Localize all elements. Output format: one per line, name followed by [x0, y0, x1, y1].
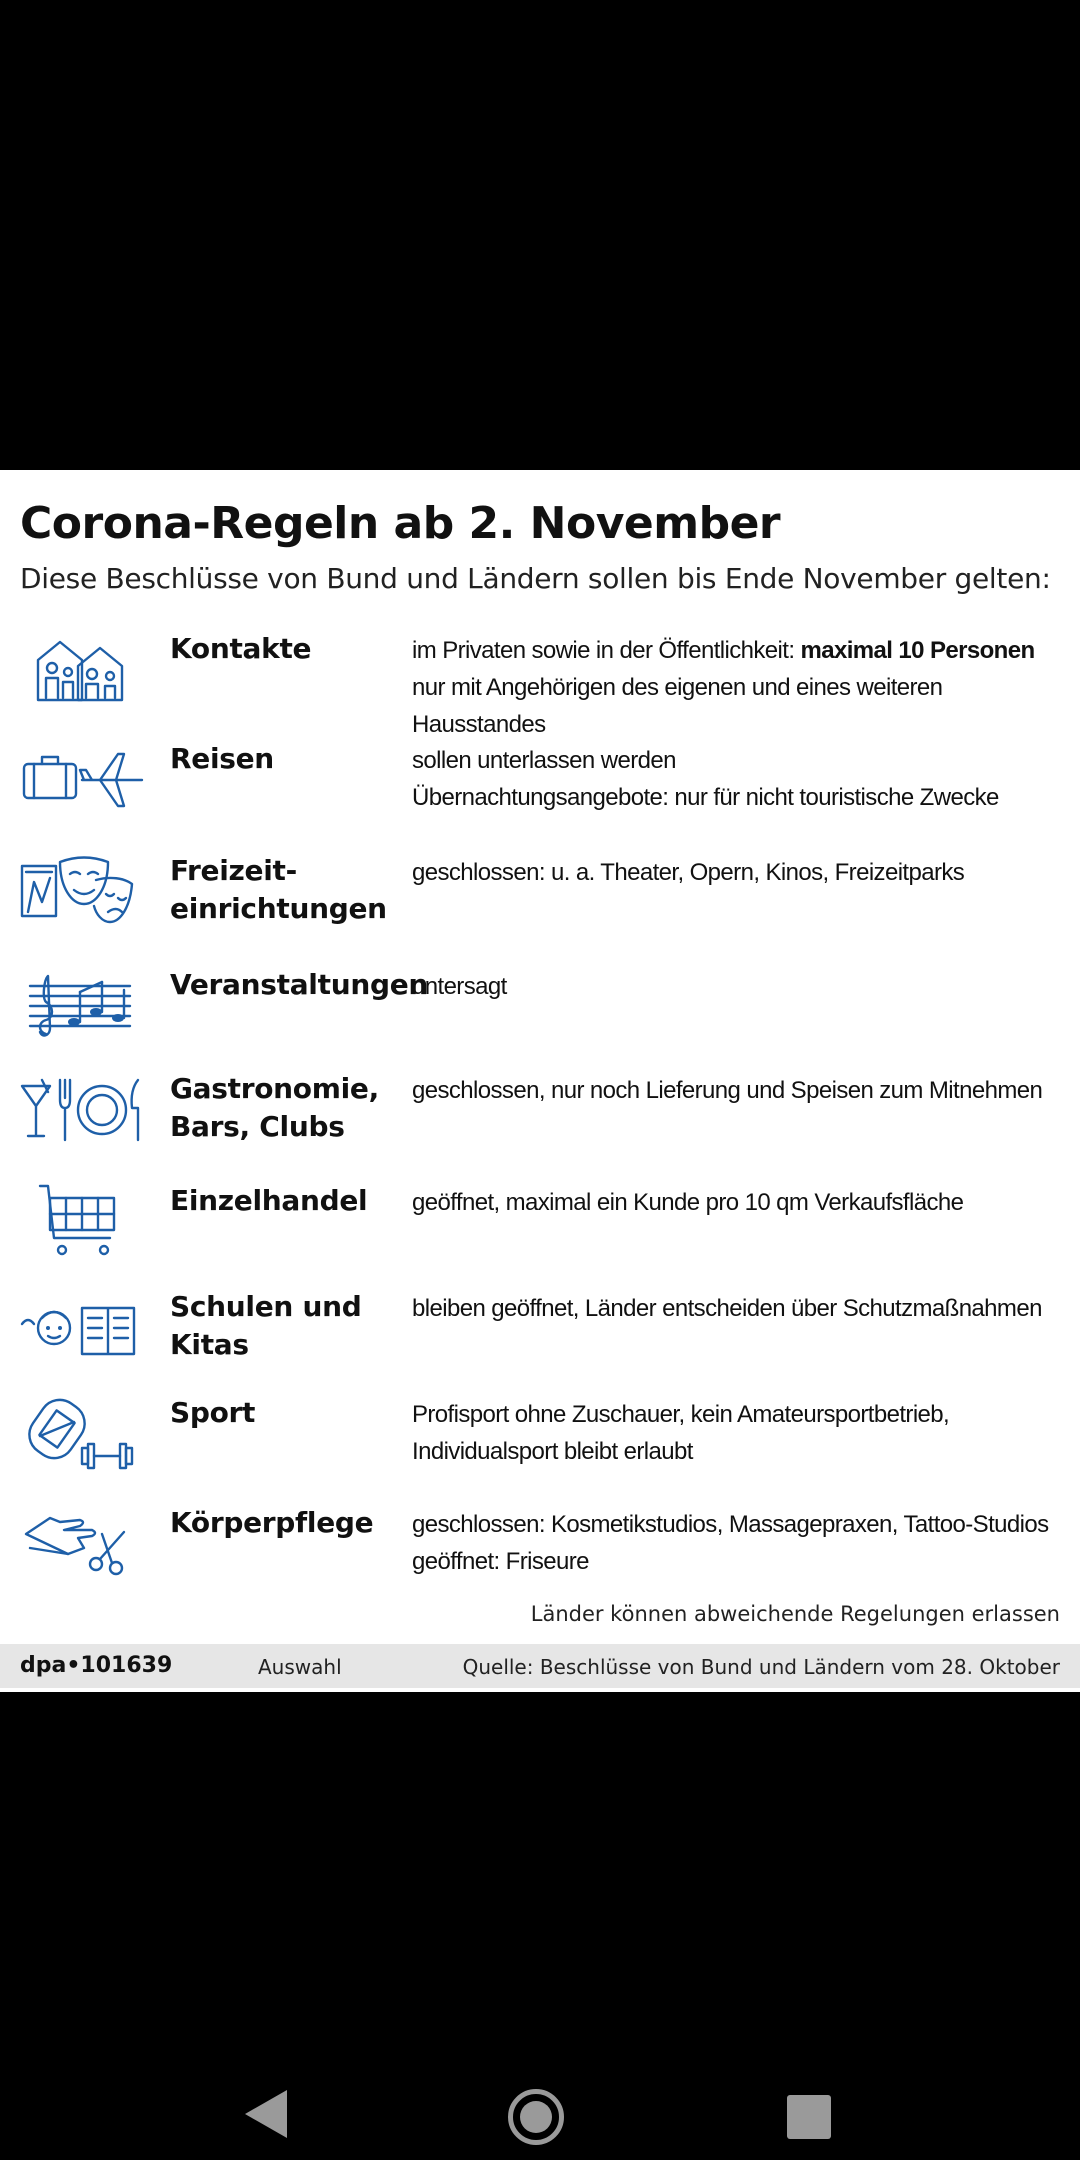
dpa-code: dpa•101639: [20, 1653, 173, 1678]
family-house-icon: [20, 630, 150, 710]
rule-description: geschlossen: u. a. Theater, Opern, Kinos, Freizeitparks: [412, 859, 965, 886]
cocktail-plate-icon: [20, 1070, 150, 1150]
rule-description: im Privaten sowie in der Öffentlichkeit: maximal 10 Personen nur mit Angehörigen des eigenen und eines weiteren Hausstandes: [412, 637, 1035, 738]
music-notes-icon: [20, 966, 150, 1046]
rule-description: bleiben geöffnet, Länder entscheiden über Schutzmaßnahmen: [412, 1295, 1042, 1322]
rule-category: Gastronomie, Bars, Clubs: [170, 1072, 379, 1143]
rule-description: geschlossen, nur noch Lieferung und Speisen zum Mitnehmen: [412, 1077, 1043, 1104]
system-navigation-bar: [0, 2010, 1080, 2160]
sport-field-dumbbell-icon: [20, 1394, 150, 1474]
rule-category: Freizeit- einrichtungen: [170, 854, 387, 925]
recents-icon[interactable]: [787, 2095, 831, 2139]
source-text: Quelle: Beschlüsse von Bund und Ländern vom 28. Oktober: [462, 1655, 1060, 1679]
hand-scissors-icon: [20, 1504, 150, 1584]
rule-category: Körperpflege: [170, 1506, 374, 1539]
back-icon[interactable]: [245, 2090, 287, 2138]
rule-category: Einzelhandel: [170, 1184, 368, 1217]
rule-category: Reisen: [170, 742, 274, 775]
home-icon[interactable]: [508, 2089, 564, 2145]
rule-category: Kontakte: [170, 632, 312, 665]
rule-description: sollen unterlassen werden Übernachtungsangebote: nur für nicht touristische Zwecke: [412, 747, 999, 811]
footnote: Länder können abweichende Regelungen erlassen: [530, 1602, 1060, 1626]
selection-label: Auswahl: [258, 1655, 342, 1679]
rule-category: Veranstaltungen: [170, 968, 429, 1001]
rule-description: geöffnet, maximal ein Kunde pro 10 qm Verkaufsfläche: [412, 1189, 964, 1216]
child-book-icon: [20, 1288, 150, 1368]
infographic-title: Corona-Regeln ab 2. November: [20, 498, 781, 549]
suitcase-plane-icon: [20, 740, 150, 820]
source-footer: [0, 1644, 1080, 1688]
rule-description: Profisport ohne Zuschauer, kein Amateursportbetrieb, Individualsport bleibt erlaubt: [412, 1401, 950, 1465]
infographic-subtitle: Diese Beschlüsse von Bund und Ländern sollen bis Ende November gelten:: [20, 562, 1051, 595]
theater-masks-icon: [20, 852, 150, 932]
rule-category: Schulen und Kitas: [170, 1290, 362, 1361]
rule-category: Sport: [170, 1396, 256, 1429]
shopping-cart-icon: [20, 1182, 150, 1262]
rule-description: untersagt: [412, 973, 507, 1000]
rule-description: geschlossen: Kosmetikstudios, Massagepraxen, Tattoo-Studios geöffnet: Friseure: [412, 1511, 1049, 1575]
infographic-image: [0, 470, 1080, 1692]
